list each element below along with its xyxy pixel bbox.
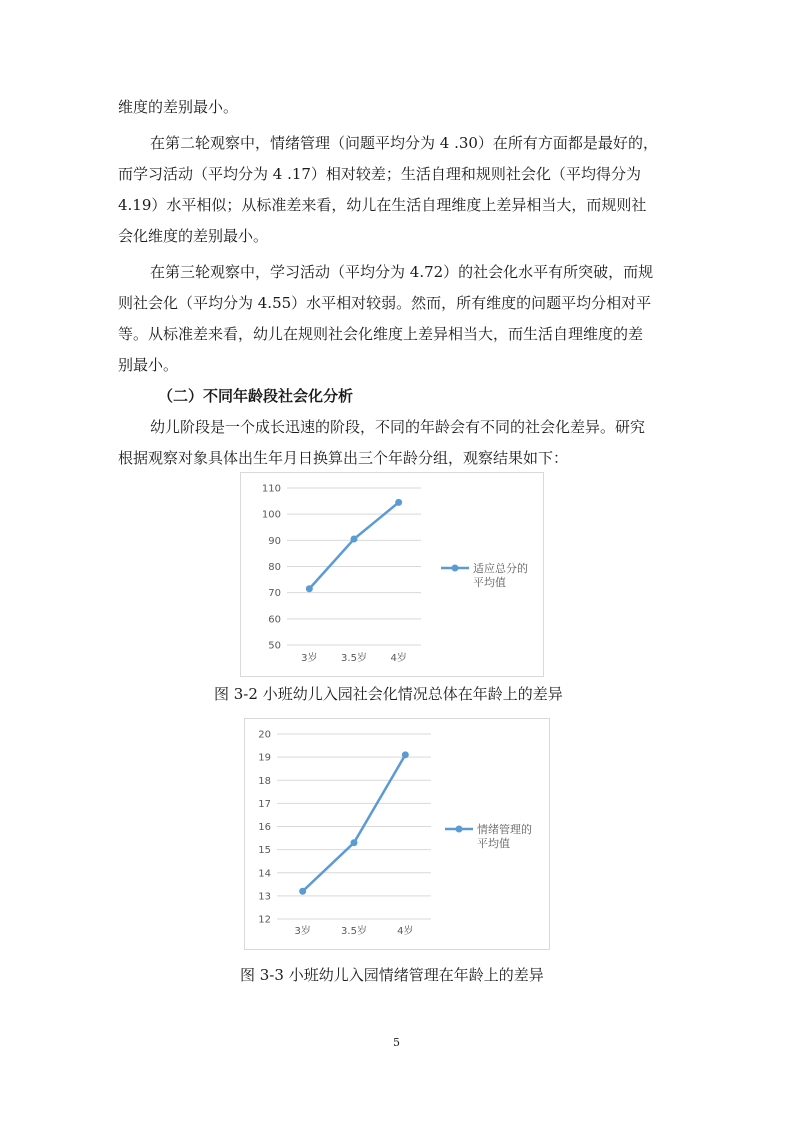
y-tick-label: 17 [258,798,271,810]
paragraph-line: 根据观察对象具体出生年月日换算出三个年龄分组，观察结果如下： [118,449,569,467]
x-tick-label: 4岁 [397,926,414,937]
series-line [303,755,406,891]
page-number: 5 [393,1036,400,1049]
x-tick-label: 3岁 [301,653,318,664]
y-tick-label: 18 [258,775,271,787]
x-tick-label: 3.5岁 [341,926,367,937]
y-tick-label: 60 [268,614,281,626]
paragraph-line: 维度的差别最小。 [118,98,239,116]
data-point [351,839,358,846]
paragraph-line: 在第三轮观察中，学习活动（平均分为 4.72）的社会化水平有所突破，而规 [150,263,654,281]
paragraph-line: 别最小。 [118,356,179,374]
paragraph-line: 幼儿阶段是一个成长迅速的阶段，不同的年龄会有不同的社会化差异。研究 [150,418,646,436]
legend-label: 平均值 [473,576,506,589]
paragraph-line: 而学习活动（平均分为 4 .17）相对较差；生活自理和规则社会化（平均得分为 [118,165,641,183]
chart-age-emotion-management [244,718,550,950]
y-tick-label: 19 [258,752,271,764]
y-tick-label: 90 [268,535,281,547]
y-tick-label: 80 [268,562,281,573]
legend-marker [456,826,463,833]
figure-caption: 图 3-3 小班幼儿入园情绪管理在年龄上的差异 [240,966,544,984]
paragraph-line: 等。从标准差来看，幼儿在规则社会化维度上差异相当大，而生活自理维度的差 [118,325,644,343]
x-tick-label: 3.5岁 [341,653,367,664]
x-tick-label: 4岁 [390,653,407,664]
legend-label: 适应总分的 [473,562,528,575]
data-point [306,585,313,592]
paragraph-line: 则社会化（平均分为 4.55）水平相对较弱。然而，所有维度的问题平均分相对平 [118,294,652,312]
chart-age-social-total [240,472,544,677]
section-heading: （二）不同年龄段社会化分析 [158,387,354,405]
y-tick-label: 50 [268,640,281,652]
y-tick-label: 15 [258,845,271,857]
figure-caption: 图 3-2 小班幼儿入园社会化情况总体在年龄上的差异 [214,685,563,703]
paragraph-line: 4.19）水平相似；从标准差来看，幼儿在生活自理维度上差异相当大，而规则社 [118,196,647,214]
data-point [395,499,402,506]
paragraph-line: 会化维度的差别最小。 [118,227,269,245]
legend-marker [452,565,459,572]
y-tick-label: 12 [258,914,271,926]
x-tick-label: 3岁 [294,926,311,937]
series-line [309,502,398,588]
y-tick-label: 20 [258,729,271,741]
y-tick-label: 100 [261,509,281,521]
data-point [299,888,306,895]
y-tick-label: 13 [258,891,271,903]
y-tick-label: 110 [261,483,281,495]
y-tick-label: 70 [268,588,281,600]
chart-svg [241,473,543,676]
data-point [402,751,409,758]
y-tick-label: 16 [258,822,271,833]
data-point [351,536,358,543]
y-tick-label: 14 [258,868,271,880]
legend-label: 平均值 [477,837,510,850]
legend-label: 情绪管理的 [477,823,532,836]
chart-svg [245,719,549,949]
paragraph-line: 在第二轮观察中，情绪管理（问题平均分为 4 .30）在所有方面都是最好的， [150,134,658,152]
